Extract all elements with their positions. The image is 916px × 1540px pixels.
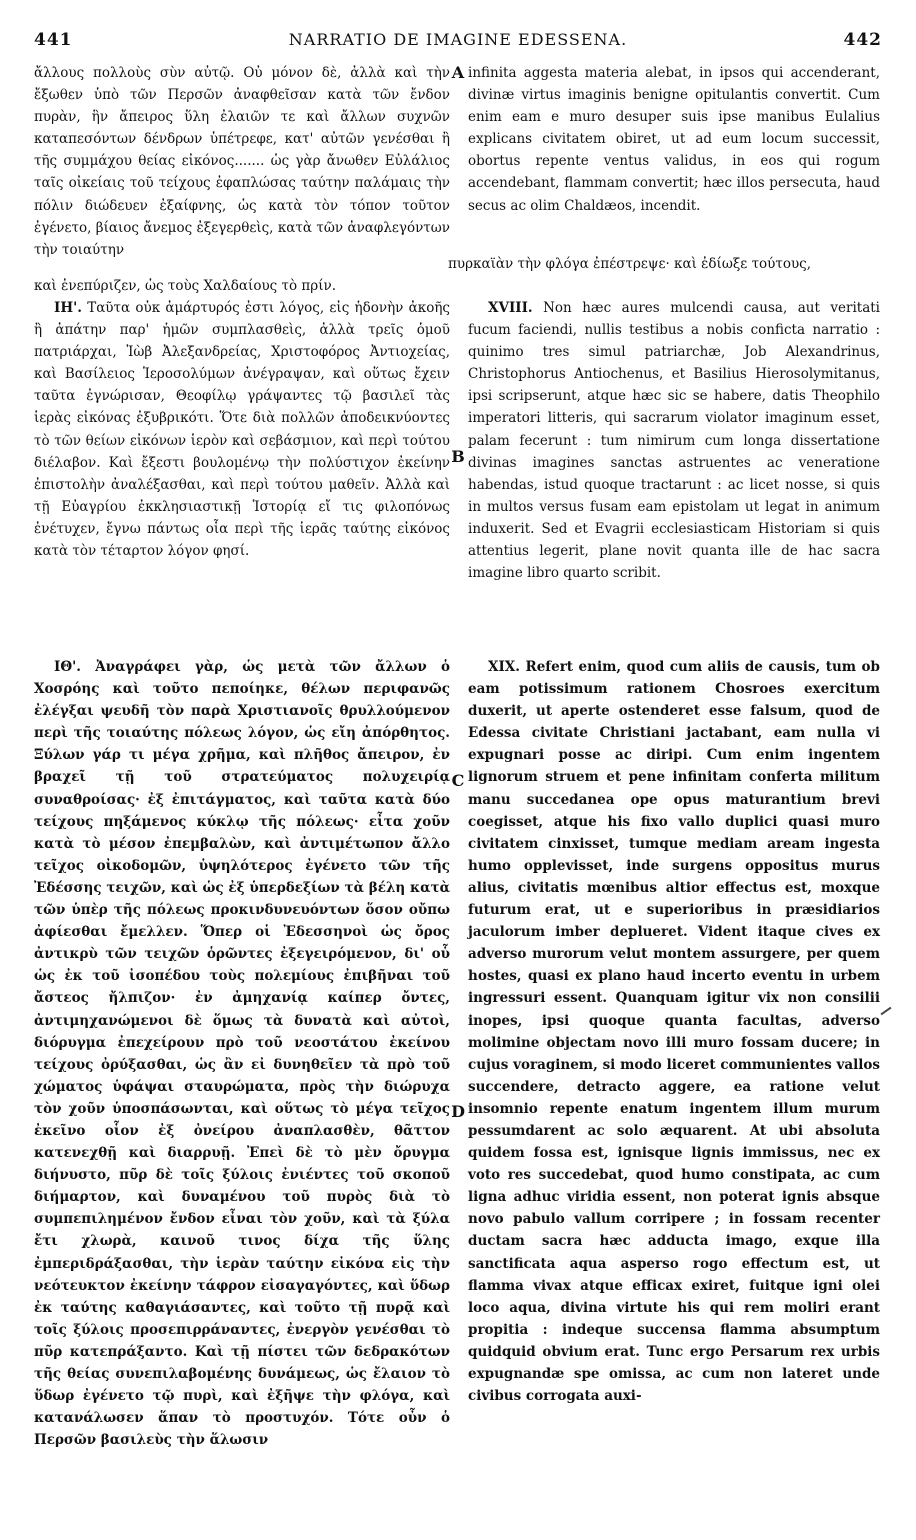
latin-section-18 [468, 297, 880, 584]
running-title: NARRATIO DE IMAGINE EDESSENA. [288, 30, 628, 49]
latin-section-19 [468, 656, 880, 1407]
latin-section-19-text: Refert enim, quod cum aliis de causis, tum ob eam potissimum rationem Chosroes exercitum duxerit, ut aperte ostenderet esse falsum, quod de Edessa civitate Christiani jactabant, eam nulla vi expugnari posse ac diripi. Cum enim ingentem lignorum struem et pene infinitam conferta militum manu succedanea ope opus maturantium brevi coegisset, atque his fixo vallo duplici quasi muro civitatem cinxisset, tumque mediam aream ingesta humo opplevisset, inde surgens oppositus murus alius, civitatis mœnibus altior effectus est, moxque futurum erat, ut e superioribus in præsidiarios jaculorum imber deplueret. Vident itaque cives ex adverso murorum velut montem assurgere, per quem hostes, quasi ex plano haud incerto eventu in urbem ingressuri essent. Quanquam igitur vix non consilii inopes, ipsi quoque quanta facultas, adverso molimine objectam novo illi muro fossam ducere; in cujus voraginem, si modo liceret communientes vallos succendere, detracto aggere, ea ratione velut insomnio repente enatum ingentem illum murum pessumdarent ac solo æquarent. At ubi absoluta quidem fossa est, ignisque lignis immissus, nec ex voto res succedebat, quod humo constipata, ac cum ligna adhuc viridia essent, non poterat ignis absque novo pabulo vallum corripere ; in fossam recenter ductam sacra hæc adducta imago, exque illa sanctificata aqua asperso rogo effectum est, ut flamma vivax atque efficax exiret, fuitque igni olei loco aqua, divina virtute his qui rem moliri erant propitia : indeque succensa flamma absumptum quidquid obvium erat. Tunc ergo Persarum rex urbis expugnandæ spe omissa, ac cum non lateret unde civibus corrogata auxi- [468, 659, 880, 1405]
greek-intro-column [34, 62, 450, 261]
page-number-left: 441 [34, 30, 73, 50]
page-number-right: 442 [843, 30, 882, 50]
latin-intro-column [468, 62, 880, 217]
margin-marker-a: A [451, 63, 465, 82]
greek-intro-end-text: καὶ ἐνεπύριζεν, ὡς τοὺς Χαλδαίους τὸ πρίν. [34, 278, 337, 294]
latin-intro-text: infinita aggesta materia alebat, in ipsos qui accenderant, divinæ virtus imaginis benigne opitulantis convertit. Cum enim eam e muro desuper suis ipse manibus Eulalius explicans civitatem obiret, ut ad eum locum successit, obortus repente ventus validus, in eos qui rogum accendebant, flammam convertit; hæc illos persecuta, haud secus ac olim Chaldæos, incendit. [468, 65, 880, 214]
greek-section-18-number: ΙΗ'. [54, 300, 82, 316]
greek-intro-text: ἄλλους πολλοὺς σὺν αὐτῷ. Οὐ μόνον δὲ, ἀλλὰ καὶ τὴν ἔξωθεν ὑπὸ τῶν Περσῶν ἀναφθεῖσαν κατὰ τῶν ἔνδον πυρὰν, ἣν ἄπειρος ὕλη ἐλαιῶν τε καὶ ἄλλων συχνῶν καταπεσόντων δένδρων ὑπέτρεφε, κατ' αὐτῶν γενέσθαι ἢ τῆς συμμάχου θείας εἰκόνος....... ὡς γὰρ ἄνωθεν Εὐλάλιος ταῖς οἰκείαις τοῦ τείχους ἐφαπλώσας ταύτην παλάμαις τὴν πόλιν διώδευεν ἐξαίφνης, ὡς κατὰ τὸν τόπον τοῦτον ἐγένετο, βίαιος ἄνεμος ἐξεγερθεὶς, κατὰ τῶν ἀναφλεγόντων τὴν τοιαύτην [34, 65, 450, 258]
greek-section-19-number: ΙΘ'. [54, 659, 81, 675]
latin-section-18-text: Non hæc aures mulcendi causa, aut veritati fucum faciendi, nullis testibus a nobis conficta narratio : quinimo tres simul patriarchæ, Job Alexandrinus, Christophorus Antiochenus, et Basilius Hierosolymitanus, ipsi scripserunt, atque hæc sic se habere, datis Theophilo imperatori litteris, qui sacrarum violator imaginum esset, palam fecerunt : tum nimirum cum longa dissertatione divinas imagines sanctas astruentes ac veneratione habendas, istud quoque tractarunt : ac licet nosse, si quis in multos versus fusam eam epistolam ut legat in animum induxerit. Sed et Evagrii ecclesiasticam Historiam si quis attentius legerit, plane novit quanta ille de hac sacra imagine libro quarto scribit. [468, 300, 880, 582]
page-header [34, 30, 882, 58]
greek-section-19 [34, 656, 450, 1451]
margin-stroke [881, 1007, 892, 1016]
latin-section-18-number: XVIII. [488, 300, 533, 316]
greek-section-19-text: Ἀναγράφει γὰρ, ὡς μετὰ τῶν ἄλλων ὁ Χοσρόης καὶ τοῦτο πεποίηκε, θέλων περιφανῶς ἐλέγξαι ψευδῆ τὸν παρὰ Χριστιανοῖς θρυλλούμενον περὶ τῆς τοιαύτης πόλεως λόγον, ὡς εἴη ἀπόρθητος. Ξύλων γάρ τι μέγα χρῆμα, καὶ πλῆθος ἄπειρον, ἐν βραχεῖ τῇ τοῦ στρατεύματος πολυχειρίᾳ συναθροίσας· ἐξ ἐπιτάγματος, καὶ ταῦτα κατὰ δύο τείχους πηξάμενος κύκλῳ τῆς πόλεως· εἶτα χοῦν κατὰ τὸ μέσον ἐπεμβαλὼν, καὶ ἀντιμέτωπον ἄλλο τεῖχος οἰκοδομῶν, ὑψηλότερος ἐγένετο τῶν τῆς Ἐδέσσης τειχῶν, καὶ ὡς ἐξ ὑπερδεξίων τὰ βέλη κατὰ τῶν ὑπὲρ τῆς πόλεως προκινδυνευόντων ὅσον οὔπω ἀφίεσθαι ἔμελλεν. Ὅπερ οἱ Ἐδεσσηνοὶ ὡς ὄρος ἀντικρὺ τῶν τειχῶν ὁρῶντες ἐξεγειρόμενον, δι' οὗ ὡς ἐκ τοῦ ἰσοπέδου τοὺς πολεμίους ἐπιβῆναι τοῦ ἄστεος ἤλπιζον· ἐν ἀμηχανίᾳ καίπερ ὄντες, ἀντιμηχανώμενοι δὲ ὅμως τὰ δυνατὰ καὶ αὐτοὶ, διόρυγμα ἐπεχείρουν πρὸ τοῦ νεοστάτου ἐκείνου τείχους ὀρύξασθαι, ὡς ἂν εἰ δυνηθεῖεν τὰ πρὸ τοῦ χώματος ὑφάψαι σταυρώματα, πρὸς τὴν διώρυχα τὸν χοῦν ὑποσπάσωνται, καὶ οὕτως τὸ μέγα τεῖχος ἐκεῖνο οἷον ἐξ ὀνείρου ἀναπλασθὲν, θᾶττον κατενεχθῇ καὶ διαρρυῇ. Ἐπεὶ δὲ τὸ μὲν ὄρυγμα διήνυστο, πῦρ δὲ τοῖς ξύλοις ἐνιέντες τοῦ σκοποῦ διήμαρτον, καὶ δυναμένου τοῦ πυρὸς διὰ τὸ συμπεπιλημένον ἔνδον εἶναι τὸν χοῦν, καὶ τὰ ξύλα ἔτι χλωρὰ, καινοῦ τινος δίχα τῆς ὕλης ἐμπεριδράξασθαι, τὴν ἱερὰν ταύτην εἰκόνα εἰς τὴν νεότευκτον ἐκείνην τάφρον εἰσαγαγόντες, καὶ ὕδωρ ἐκ ταύτης καθαγιάσαντες, καὶ τοῦτο τῇ πυρᾷ καὶ τοῖς ξύλοις προσεπιρράναντες, ἐνεργὸν γενέσθαι τὸ πῦρ κατεπράξαντο. Καὶ τῇ πίστει τῶν δεδρακότων τῆς θείας συνεπιλαβομένης δυνάμεως, ὡς ἔλαιον τὸ ὕδωρ ἐγένετο τῷ πυρὶ, καὶ ἐξῆψε τὴν φλόγα, καὶ κατανάλωσεν ἅπαν τὸ προστυχόν. Τότε οὖν ὁ Περσῶν βασιλεὺς τὴν ἅλωσιν [34, 659, 450, 1449]
latin-section-19-number: XIX. [488, 659, 520, 675]
greek-section-18 [34, 297, 450, 562]
greek-intro-end [34, 275, 450, 297]
greek-bridge-line: πυρκαϊὰν τὴν φλόγα ἐπέστρεψε· καὶ ἐδίωξε τούτους, [448, 256, 812, 272]
margin-marker-c: C [451, 771, 465, 790]
margin-marker-d: D [451, 1102, 465, 1121]
greek-section-18-text: Ταῦτα οὐκ ἀμάρτυρός ἐστι λόγος, εἰς ἡδονὴν ἀκοῆς ἢ ἀπάτην παρ' ἡμῶν συμπλασθεὶς, ἀλλὰ τρεῖς ὁμοῦ πατριάρχαι, Ἰὼβ Ἀλεξανδρείας, Χριστοφόρος Ἀντιοχείας, καὶ Βασίλειος Ἱεροσολύμων ἀνέγραψαν, καὶ οὕτως ἔχειν ταῦτα ἐγνώρισαν, Θεοφίλῳ γράψαντες τῷ βασιλεῖ τὰς ἱερὰς εἰκόνας ἐξυβρικότι. Ὅτε διὰ πολλῶν ἀποδεικνύοντες τὸ τῶν θείων εἰκόνων ἱερὸν καὶ σεβάσμιον, καὶ περὶ τούτου διέλαβον. Καὶ ἔξεστι βουλομένῳ τὴν πολύστιχον ἐκείνην ἐπιστολὴν ἀναλέξασθαι, καὶ περὶ τούτου μαθεῖν. Ἀλλὰ καὶ τῇ Εὐαγρίου ἐκκλησιαστικῇ Ἱστορίᾳ εἴ τις φιλοπόνως ἐνέτυχεν, ἔγνω πάντως οἷα περὶ τῆς ἱερᾶς ταύτης εἰκόνος κατὰ τὸν τέταρτον λόγον φησί. [34, 300, 450, 560]
margin-marker-b: B [451, 447, 465, 466]
